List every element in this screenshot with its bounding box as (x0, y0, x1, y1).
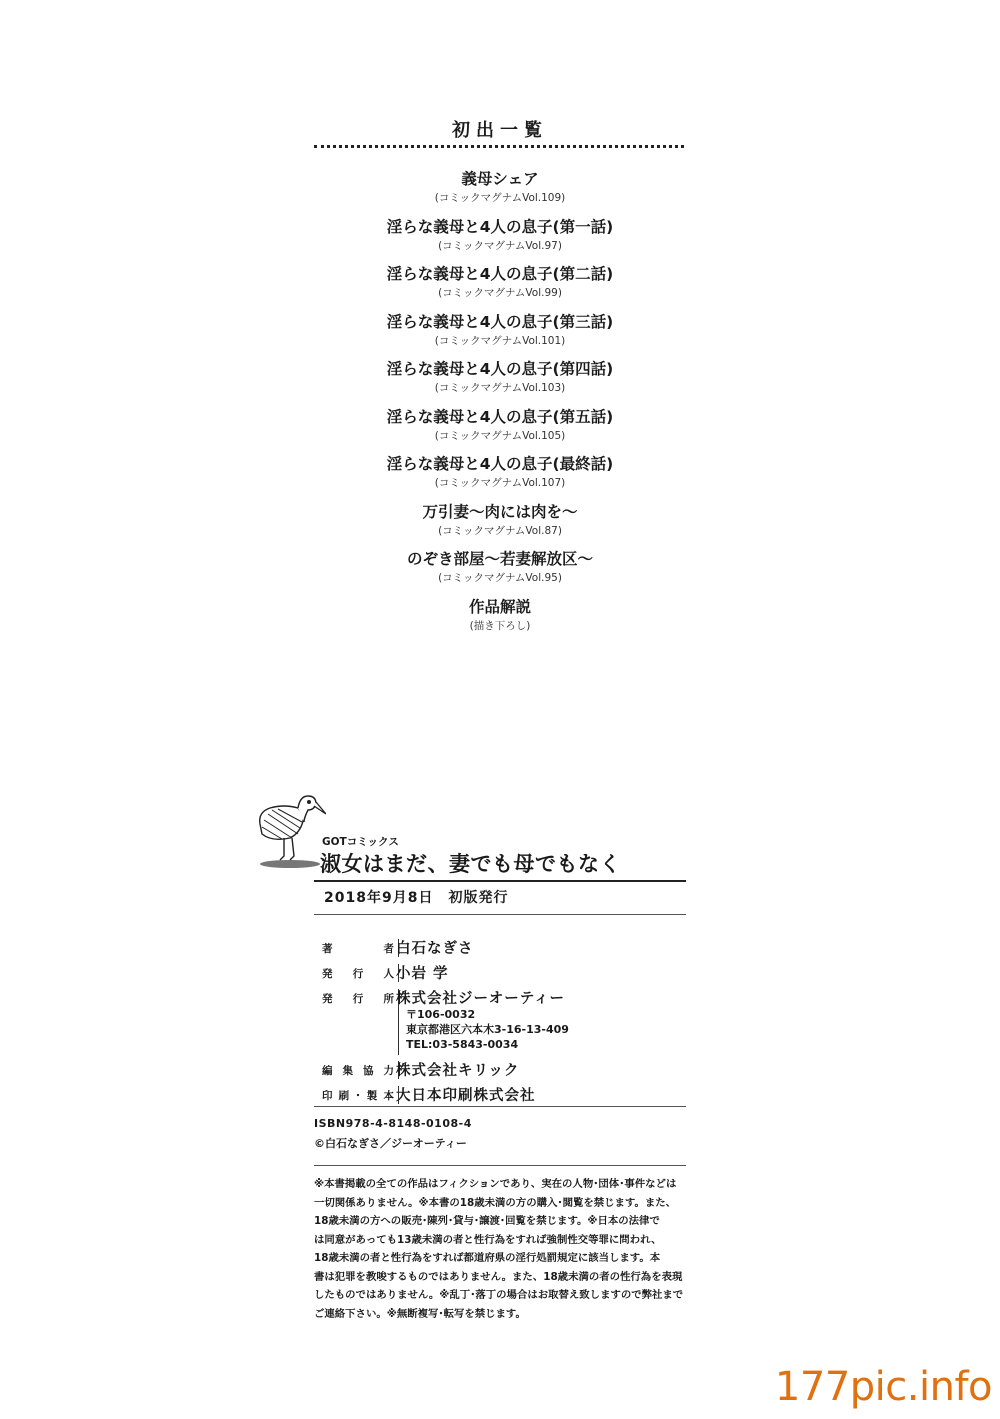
notice-line: 書は犯罪を教唆するものではありません。また、18歳未満の者の性行為を表現 (314, 1270, 683, 1283)
toc-entry-title: のぞき部屋～若妻解放区～ (406, 550, 593, 568)
notice-line: は同意があっても13歳未満の者と性行為をすれば強制性交等罪に問われ、 (314, 1233, 662, 1246)
toc-entry-source: (コミックマグナムVol.99) (438, 287, 562, 299)
toc-entry-title: 淫らな義母と4人の息子(第二話) (386, 265, 614, 283)
credits-rule (314, 1106, 686, 1107)
toc-entry-source: (コミックマグナムVol.97) (438, 239, 562, 252)
toc-entry-source: (コミックマグナムVol.105) (434, 429, 566, 442)
notice-line: ※本書掲載の全ての作品はフィクションであり、実在の人物･団体･事件などは (314, 1178, 677, 1190)
toc-entry (0, 453, 1000, 501)
toc-entry-title: 淫らな義母と4人の息子(最終話) (386, 455, 614, 473)
toc-entry-title: 淫らな義母と4人の息子(第一話) (386, 217, 614, 236)
toc-entry-title: 義母シェア (461, 170, 539, 188)
toc-entry (0, 216, 1000, 264)
notice-line: ご連絡下さい。※無断複写･転写を禁じます。 (314, 1307, 526, 1320)
notice-line: 18歳未満の方への販売･陳列･貸与･譲渡･回覧を禁じます。※日本の法律で (314, 1215, 660, 1227)
credit-role: 印刷･製本 (322, 1090, 394, 1102)
notice-rule (314, 1165, 686, 1166)
toc-entry (0, 311, 1000, 359)
edition-rule (314, 914, 686, 915)
toc-entry (0, 501, 1000, 549)
legal-notice (314, 1175, 686, 1323)
credit-role: 編集協力 (322, 1065, 394, 1077)
title-rule (314, 880, 686, 882)
toc-entry-source: (コミックマグナムVol.109) (434, 192, 566, 204)
toc-entry-title: 淫らな義母と4人の息子(第四話) (386, 360, 614, 378)
toc-entry (0, 168, 1000, 216)
credit-name: 株式会社ジーオーティー (396, 991, 566, 1007)
edition-date: 2018年9月8日 初版発行 (324, 890, 509, 906)
toc-entry (0, 263, 1000, 311)
toc-entry-title: 万引妻～肉には肉を～ (422, 502, 578, 521)
toc-entry-title: 淫らな義母と4人の息子(第三話) (386, 312, 614, 331)
toc-entry-source: (コミックマグナムVol.87) (438, 524, 562, 537)
toc-entry-source: (コミックマグナムVol.107) (434, 477, 566, 489)
credit-role: 発行所 (322, 993, 394, 1005)
comics-label: GOTコミックス (322, 836, 399, 848)
bird-mascot-logo (254, 794, 326, 872)
credit-name: 大日本印刷株式会社 (396, 1088, 536, 1104)
toc-entry-title: 淫らな義母と4人の息子(第五話) (386, 407, 614, 426)
notice-line: したものではありません。※乱丁･落丁の場合はお取替え致しますので弊社まで (314, 1289, 684, 1301)
dotted-divider (314, 145, 684, 148)
credit-name: 株式会社キリック (396, 1063, 520, 1079)
toc-entry-source: (コミックマグナムVol.103) (434, 382, 566, 394)
toc-entry (0, 548, 1000, 596)
credit-role: 発行人 (322, 968, 394, 980)
credit-role: 著者 (322, 943, 394, 955)
toc-entry (0, 358, 1000, 406)
toc-entry-source: (コミックマグナムVol.101) (434, 334, 566, 347)
credit-name: 白石なぎさ (396, 941, 474, 957)
credit-name: 小岩 学 (396, 966, 449, 982)
toc-heading: 初出一覧 (452, 120, 548, 141)
toc-entry-source: (描き下ろし) (469, 619, 531, 632)
toc-entry (0, 406, 1000, 454)
toc-entry (0, 596, 1000, 644)
notice-line: 18歳未満の者と性行為をすれば都道府県の淫行処罰規定に該当します。本 (314, 1252, 661, 1264)
book-title: 淑女はまだ、妻でも母でもなく (320, 852, 621, 876)
toc-list (0, 168, 1000, 643)
toc-entry-source: (コミックマグナムVol.95) (438, 572, 562, 584)
telephone: TEL:03-5843-0034 (406, 1038, 519, 1051)
site-watermark: 177pic.info (774, 1364, 992, 1410)
isbn: ISBN978-4-8148-0108-4 (314, 1117, 472, 1130)
postal-code: 〒106-0032 (406, 1008, 476, 1021)
copyright: ©白石なぎさ／ジーオーティー (314, 1137, 467, 1150)
address: 東京都港区六本木3-16-13-409 (406, 1023, 569, 1036)
toc-entry-title: 作品解説 (468, 597, 531, 616)
notice-line: 一切関係ありません。※本書の18歳未満の方の購入･閲覧を禁じます。また、 (314, 1196, 677, 1209)
